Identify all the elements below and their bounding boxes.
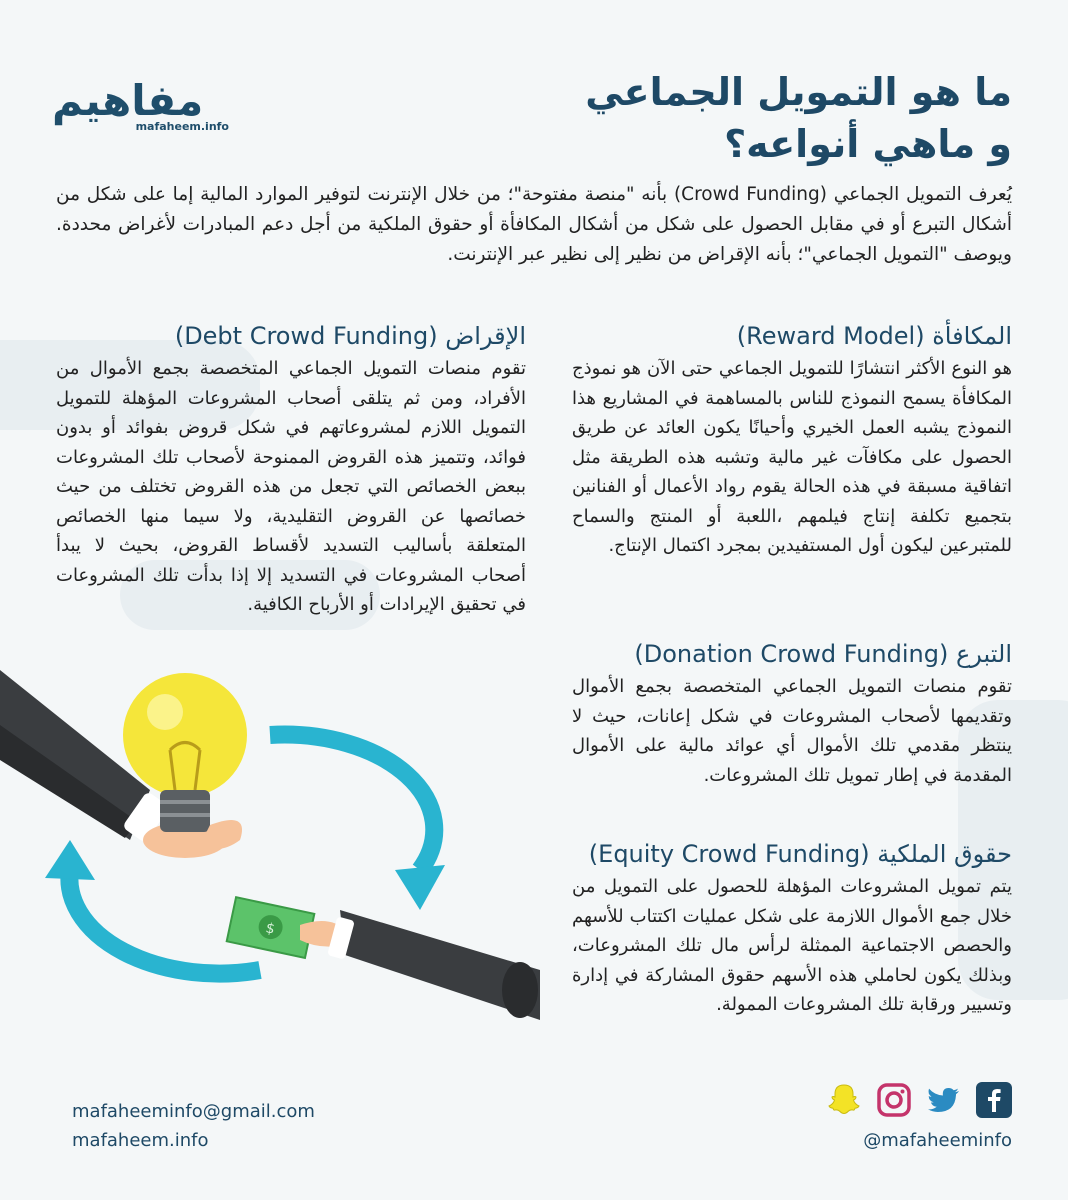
brand-logo xyxy=(52,78,237,133)
section-heading: حقوق الملكية (Equity Crowd Funding) xyxy=(588,840,1012,868)
page-title xyxy=(452,66,1012,170)
intro-paragraph: يُعرف التمويل الجماعي (Crowd Funding) بأنه "منصة مفتوحة"؛ من خلال الإنترنت لتوفير الموارد المالية إما على شكل من أشكال التبرع أو في مقابل الحصول على شكل من أشكال المكافأة أو حقوق الملكية من أجل دعم المبادرات لأغراض محددة. ويوصف "التمويل الجماعي"؛ بأنه الإقراض من نظير إلى نظير عبر الإنترنت. xyxy=(56,184,1012,265)
section-heading: الإقراض (Debt Crowd Funding) xyxy=(174,322,526,350)
section-body: تقوم منصات التمويل الجماعي المتخصصة بجمع الأموال من الأفراد، ومن ثم يتلقى أصحاب المشروعات المؤهلة للتمويل التمويل اللازم لمشروعاتهم في شكل قروض بفوائد أو بدون فوائد، وتتميز هذه القروض الممنوحة لأصحاب تلك المشروعات ببعض الخصائص التي تجعل من هذه القروض تختلف من حيث خصائصها عن القروض التقليدية، ولا سيما منها الخصائص المتعلقة بأساليب التسديد لأقساط القروض، بحيث لا يبدأ أصحاب المشروعات في التسديد إلا إذا بدأت تلك المشروعات في تحقيق الإيرادات أو الأرباح الكافية. xyxy=(56,358,526,615)
section-donation xyxy=(572,638,1012,790)
facebook-icon[interactable] xyxy=(976,1082,1012,1118)
social-handle: @mafaheeminfo xyxy=(863,1130,1012,1151)
logo-wordmark: مفاهيم xyxy=(52,76,204,125)
bulb-highlight xyxy=(147,694,183,730)
email-link[interactable]: mafaheeminfo@gmail.com xyxy=(72,1101,315,1122)
title-line-1: ما هو التمويل الجماعي xyxy=(585,70,1012,114)
svg-text:$: $ xyxy=(264,920,277,938)
instagram-icon[interactable] xyxy=(876,1082,912,1118)
crowdfunding-illustration xyxy=(0,640,540,1020)
website-link[interactable]: mafaheem.info xyxy=(72,1130,209,1151)
logo-url: mafaheem.info xyxy=(135,120,229,133)
contact-info xyxy=(72,1097,315,1155)
section-debt xyxy=(56,320,526,620)
section-equity xyxy=(572,838,1012,1020)
section-reward xyxy=(572,320,1012,561)
snapchat-icon[interactable] xyxy=(826,1082,862,1118)
bulb-glass xyxy=(123,673,247,797)
title-line-2: و ماهي أنواعه؟ xyxy=(724,122,1012,166)
arrowhead-right xyxy=(395,865,445,910)
section-body: يتم تمويل المشروعات المؤهلة للحصول على التمويل من خلال جمع الأموال اللازمة على شكل عمليات اكتتاب للأسهم والحصص الاجتماعية الممثلة لرأس مال تلك المشروعات، وبذلك يكون لحاملي هذه الأسهم حقوق المشاركة في إدارة وتسيير ورقابة تلك المشروعات الممولة. xyxy=(572,876,1012,1015)
section-heading: التبرع (Donation Crowd Funding) xyxy=(634,640,1012,668)
bulb-base xyxy=(160,790,210,832)
section-heading: المكافأة (Reward Model) xyxy=(736,322,1012,350)
section-body: هو النوع الأكثر انتشارًا للتمويل الجماعي حتى الآن هو نموذج المكافأة يسمح النموذج للناس بالمساهمة في المشاريع هذا النموذج يشبه العمل الخيري وأحيانًا يكون العائد عن طريق الحصول على مكافآت غير مالية وتشبه هذه الطريقة مثل اتفاقية مسبقة في هذه الحالة يقوم رواد الأعمال أو الفنانين بتجميع تكلفة إنتاج فيلمهم ،اللعبة أو المنتج والسماح للمتبرعين ليكون أول المستفيدين بمجرد اكتمال الإنتاج. xyxy=(572,358,1012,556)
social-block xyxy=(822,1082,1012,1151)
arrow-top-right xyxy=(270,735,434,870)
arrowhead-left xyxy=(45,840,95,880)
section-body: تقوم منصات التمويل الجماعي المتخصصة بجمع الأموال وتقديمها لأصحاب المشروعات في شكل إعانات، حيث لا ينتظر مقدمي تلك الأموال أي عوائد مالية على الأموال المقدمة في إطار تمويل تلك المشروعات. xyxy=(572,676,1012,786)
twitter-icon[interactable] xyxy=(926,1082,962,1118)
social-icons xyxy=(822,1082,1012,1118)
